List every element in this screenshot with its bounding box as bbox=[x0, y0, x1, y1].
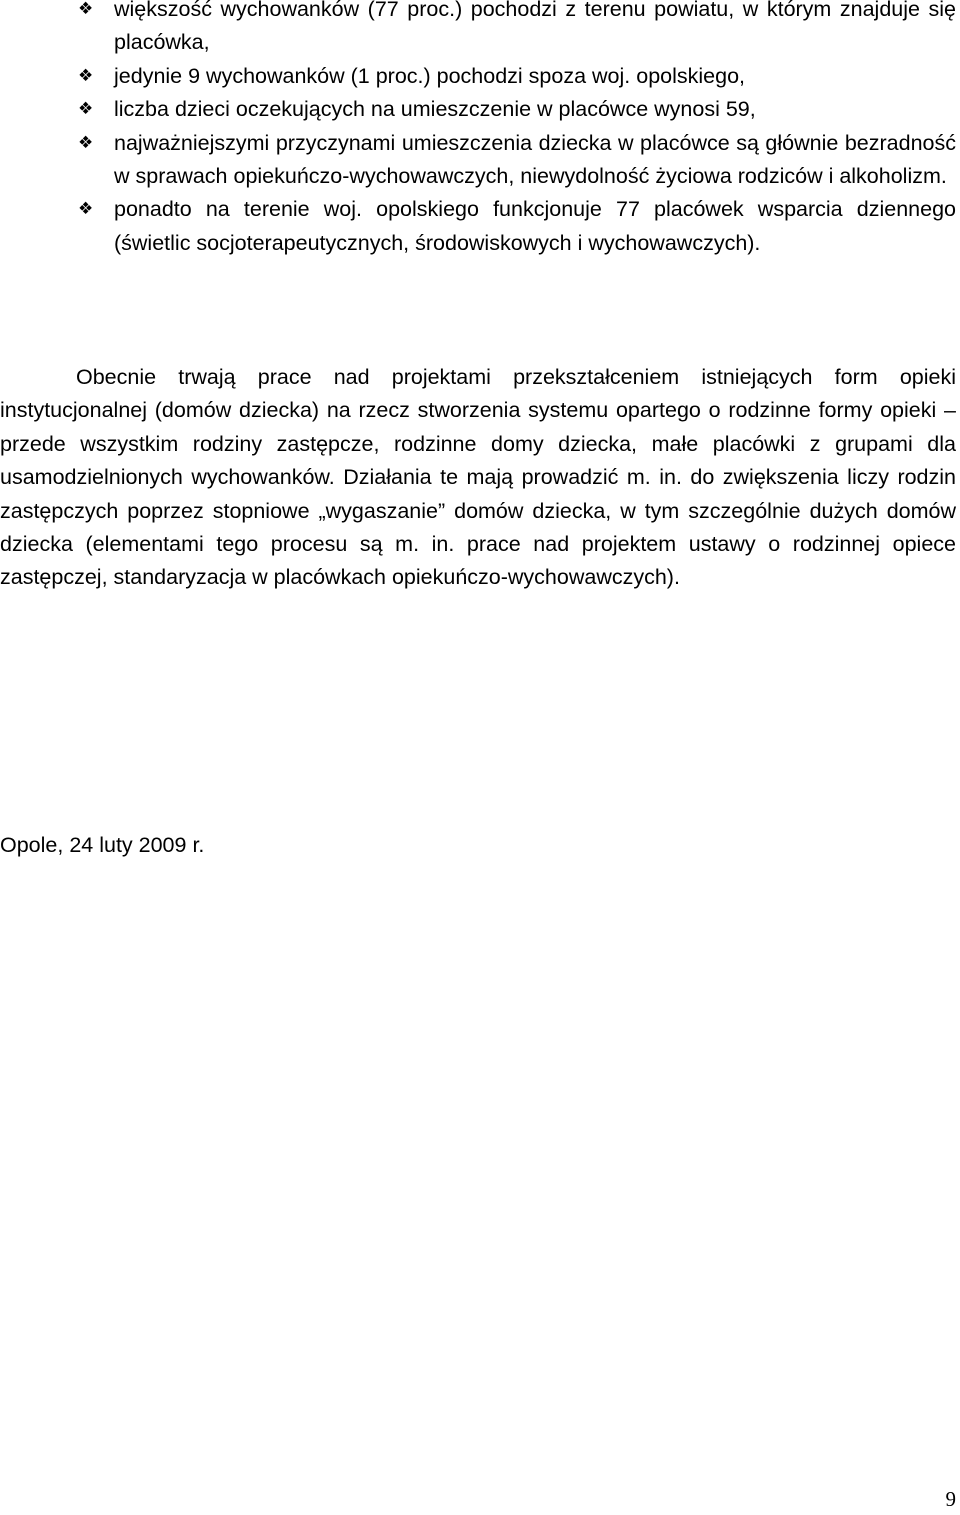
diamond-bullet-icon: ❖ bbox=[78, 65, 94, 86]
list-item bbox=[78, 93, 956, 126]
place-and-date: Opole, 24 luty 2009 r. bbox=[0, 833, 205, 857]
list-item bbox=[78, 0, 956, 60]
bullet-list bbox=[78, 0, 956, 260]
diamond-bullet-icon: ❖ bbox=[78, 0, 94, 19]
diamond-bullet-icon: ❖ bbox=[78, 132, 94, 153]
bullet-text: najważniejszymi przyczynami umieszczenia dziecka w placówce są głównie bezradność w sprawach opiekuńczo-wychowawczych, niewydolność życiowa rodziców i alkoholizm. bbox=[114, 130, 956, 189]
list-item bbox=[78, 60, 956, 93]
bullet-text: jedynie 9 wychowanków (1 proc.) pochodzi spoza woj. opolskiego, bbox=[114, 63, 746, 88]
bullet-text: liczba dzieci oczekujących na umieszczenie w placówce wynosi 59, bbox=[114, 97, 756, 122]
bullet-text: większość wychowanków (77 proc.) pochodzi z terenu powiatu, w którym znajduje się placówka, bbox=[114, 0, 956, 55]
list-item bbox=[78, 127, 956, 194]
body-paragraph: Obecnie trwają prace nad projektami przekształceniem istniejących form opieki instytucjonalnej (domów dziecka) na rzecz stworzenia systemu opartego o rodzinne formy opieki – przede wszystkim rodziny zastępcze, rodzinne domy dziecka, małe placówki z grupami dla usamodzielnionych wychowanków. Działania te mają prowadzić m. in. do zwiększenia liczy rodzin zastępczych poprzez stopniowe „wygaszanie” domów dziecka, w tym szczególnie dużych domów dziecka (elementami tego procesu są m. in. prace nad projektem ustawy o rodzinnej opiece zastępczej, standaryzacja w placówkach opiekuńczo-wychowawczych). bbox=[0, 365, 956, 590]
bullet-text: ponadto na terenie woj. opolskiego funkcjonuje 77 placówek wsparcia dziennego (świetlic socjoterapeutycznych, środowiskowych i wychowawczych). bbox=[114, 197, 956, 255]
page-number: 9 bbox=[945, 1487, 956, 1511]
diamond-bullet-icon: ❖ bbox=[78, 199, 94, 220]
diamond-bullet-icon: ❖ bbox=[78, 99, 94, 120]
list-item bbox=[78, 193, 956, 260]
